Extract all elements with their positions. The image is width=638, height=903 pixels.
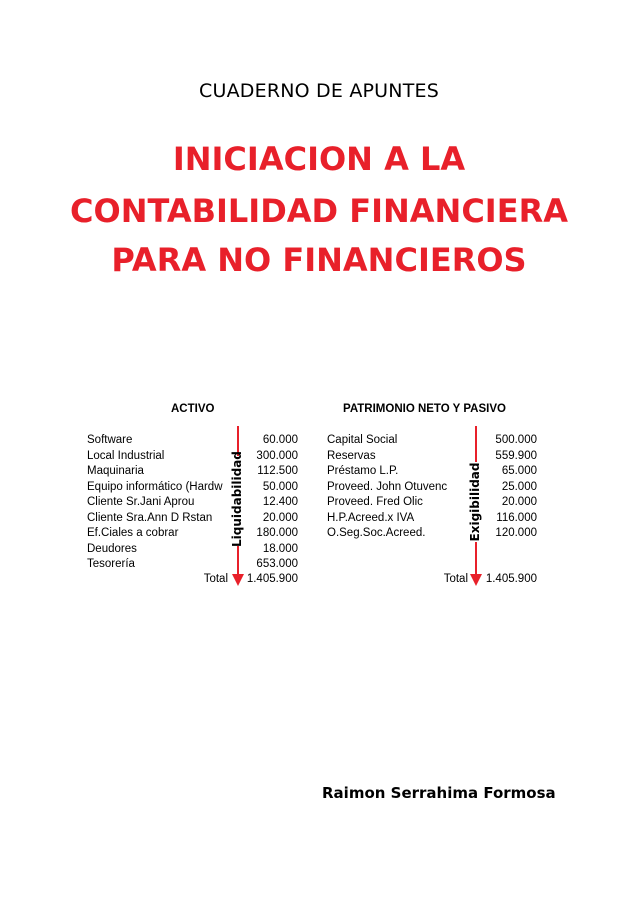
activo-row-value: 112.500 [257,465,298,477]
activo-row-value: 20.000 [262,511,298,524]
activo-total-value: 1.405.900 [246,573,298,585]
activo-row-label: Deudores [87,542,137,555]
activo-row-label: Tesorería [87,558,135,570]
exigibilidad-label: Exigibilidad [468,462,482,542]
title-line-3: PARA NO FINANCIEROS [111,241,527,279]
activo-total-label: Total [203,573,228,585]
activo-heading: ACTIVO [171,403,215,415]
activo-row-label: Maquinaria [87,465,144,477]
title-line-2: CONTABILIDAD FINANCIERA [70,192,568,230]
title-line-1: INICIACION A LA [172,140,466,178]
pasivo-row-label: Reservas [327,449,376,462]
pasivo-row-label: Préstamo L.P. [327,465,399,477]
activo-row-value: 18.000 [262,542,298,555]
activo-row-label: Local Industrial [87,449,165,462]
notebook-header: CUADERNO DE APUNTES [199,80,439,102]
pasivo-heading: PATRIMONIO NETO Y PASIVO [343,403,506,415]
pasivo-row-label: O.Seg.Soc.Acreed. [327,527,426,539]
pasivo-row-value: 65.000 [501,465,537,477]
activo-row-value: 60.000 [262,434,298,446]
liquidabilidad-label: Liquidabilidad [230,451,244,547]
activo-row-value: 300.000 [256,449,298,462]
activo-row-label: Cliente Sra.Ann D Rstan [87,511,213,524]
pasivo-row-value: 116.000 [496,511,537,524]
pasivo-row-label: Proveed. John Otuvenc [327,480,448,493]
pasivo-row-value: 25.000 [501,480,537,493]
author-name: Raimon Serrahima Formosa [322,784,556,802]
pasivo-row-label: Proveed. Fred Olic [327,496,423,508]
activo-row-value: 50.000 [262,480,298,493]
activo-row-value: 653.000 [256,558,298,570]
pasivo-row-label: Capital Social [327,434,398,446]
activo-row-value: 12.400 [262,496,298,508]
activo-row-label: Equipo informático (Hardw [87,480,223,493]
pasivo-total-value: 1.405.900 [485,573,537,585]
pasivo-row-value: 500.000 [495,434,537,446]
activo-row-label: Cliente Sr.Jani Aprou [87,496,195,508]
pasivo-row-label: H.P.Acreed.x IVA [327,511,415,524]
activo-row-label: Ef.Ciales a cobrar [87,527,179,539]
activo-row-label: Software [87,434,133,446]
activo-row-value: 180.000 [256,527,298,539]
pasivo-total-label: Total [443,573,468,585]
pasivo-row-value: 559.900 [495,449,537,462]
pasivo-row-value: 20.000 [501,496,537,508]
pasivo-row-value: 120.000 [495,527,537,539]
